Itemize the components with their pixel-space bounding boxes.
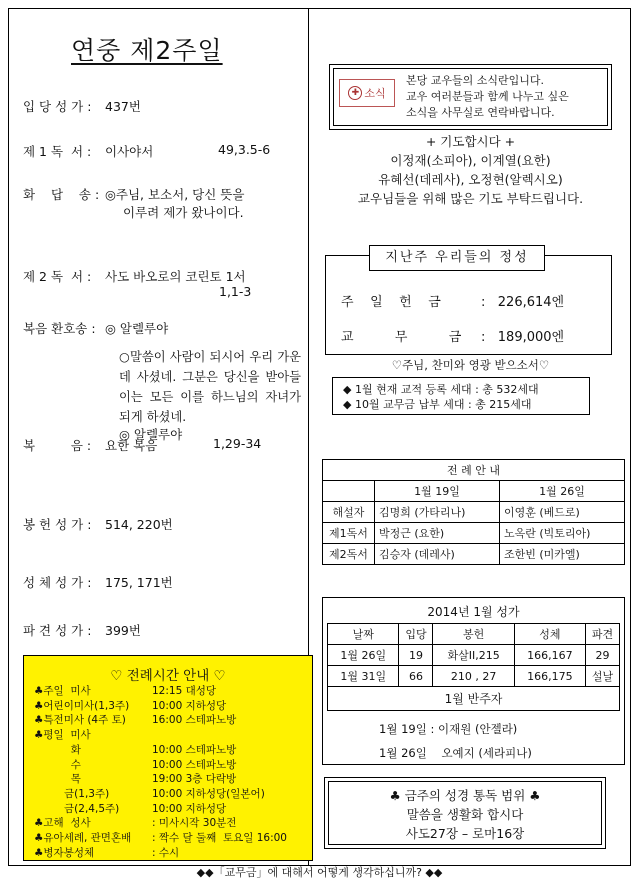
bible-line1: ♣ 금주의 성경 통독 범위 ♣ [389, 788, 541, 803]
offertory-hymn [23, 515, 303, 533]
gospel-value: 요한 복음 [105, 438, 158, 453]
liturgy-table [322, 459, 625, 565]
gospel-ref: 1,29-34 [213, 436, 262, 451]
liturgy-person: 노옥란 (빅토리아) [500, 523, 625, 544]
liturgy-role: 제1독서 [323, 523, 375, 544]
schedule-item: ♣병자봉성체 [34, 846, 95, 859]
reading1-ref: 49,3.5-6 [218, 142, 271, 157]
schedule-row [34, 802, 287, 817]
prayer-section [309, 132, 632, 208]
schedule-row [34, 787, 287, 802]
reading1-value: 이사야서 [105, 144, 154, 159]
music-cell: 166,167 [514, 645, 585, 666]
schedule-row [34, 743, 287, 758]
reading2-value: 사도 바오로의 코린토 1서 [105, 269, 246, 284]
schedule-row [34, 758, 287, 773]
schedule-item: ♣어린이미사(1,3주) [34, 699, 130, 712]
schedule-time: : 미사시작 30분전 [152, 817, 237, 830]
registration-line1: ◆ 1월 현재 교적 등록 세대 : 총 532세대 [343, 383, 539, 396]
prayer-line4: 교우님들을 위해 많은 기도 부탁드립니다. [357, 191, 584, 206]
offering-sunday-value: : 226,614엔 [481, 295, 565, 310]
schedule-time: 10:00 지하성당(일본어) [152, 787, 265, 800]
bulletin-page [8, 8, 631, 866]
psalm [23, 185, 303, 220]
gospel [23, 436, 303, 454]
communion-hymn [23, 573, 303, 591]
recessional-label: 파 견 성 가 : [23, 623, 92, 638]
news-box [329, 64, 612, 130]
liturgy-person: 김명희 (가타리나) [375, 502, 500, 523]
music-header: 파견 [585, 624, 619, 645]
reading2-label: 제 2 독 서 : [23, 269, 92, 284]
second-reading [23, 267, 303, 299]
acclamation-closing: ◎ 알렐루야 [119, 427, 183, 442]
schedule-row [34, 772, 287, 787]
offertory-label: 봉 헌 성 가 : [23, 517, 92, 532]
psalm-line2: 이루려 제가 왔나이다. [123, 205, 244, 220]
schedule-row [34, 816, 287, 831]
bible-inner [328, 781, 602, 845]
schedule-time: 10:00 스테파노방 [152, 758, 237, 771]
acclamation-text: ○말씀이 사람이 되시어 우리 가운데 사셨네. 그분은 당신을 받아들이는 모든 이를 하느님의 자녀가 되게 하셨네. [119, 350, 301, 424]
schedule-time: : 짝수 달 둘째 토요일 16:00 [152, 832, 287, 845]
communion-value: 175, 171번 [105, 575, 173, 590]
schedule-row [34, 846, 287, 861]
schedule-item: ♣유아세례, 관면혼배 [34, 832, 132, 845]
offering-sunday-label: 주 일 헌 금 [341, 295, 441, 310]
bible-line3: 사도27장 – 로마16장 [405, 826, 525, 841]
acclamation-label: 복음 환호송 : [23, 321, 96, 336]
schedule-item: ♣주일 미사 [34, 685, 91, 697]
server-line1: 1월 19일 : 이재원 (안젤라) [379, 722, 518, 736]
liturgy-person: 김승자 (데레사) [375, 544, 500, 565]
right-column [309, 9, 632, 865]
schedule-row [34, 728, 287, 743]
music-header: 성체 [514, 624, 585, 645]
music-cell: 66 [399, 666, 433, 687]
prayer-line2: 이정재(소피아), 이계열(요한) [390, 153, 551, 168]
music-cell: 1월 26일 [328, 645, 399, 666]
music-cell: 29 [585, 645, 619, 666]
liturgy-title: 전 례 안 내 [323, 460, 625, 481]
schedule-item: 목 [34, 773, 81, 786]
music-table [327, 623, 620, 711]
news-text [406, 73, 569, 121]
entrance-hymn [23, 97, 303, 115]
music-cell: 166,175 [514, 666, 585, 687]
footer-question: ◆◆「교무금」에 대해서 어떻게 생각하십니까? ◆◆ [196, 866, 443, 879]
schedule-item: 수 [34, 758, 81, 771]
schedule-list [34, 684, 287, 860]
schedule-time: 19:00 3층 다락방 [152, 773, 237, 786]
registration-line2: ◆ 10월 교무금 납부 세대 : 총 215세대 [343, 398, 532, 411]
news-line1: 본당 교우들의 소식란입니다. [406, 74, 545, 87]
psalm-label: 화 답 송 : [23, 187, 100, 202]
liturgy-date: 1월 26일 [500, 481, 625, 502]
registration-box [332, 377, 590, 415]
news-line2: 교우 여러분들과 함께 나누고 싶은 [406, 90, 569, 103]
music-cell: 210 , 27 [433, 666, 514, 687]
music-cell: 설날 [585, 666, 619, 687]
news-logo-text: 소식 [364, 87, 386, 100]
schedule-item: 화 [34, 743, 81, 756]
offertory-value: 514, 220번 [105, 517, 173, 532]
offering-row-dues [341, 326, 565, 345]
schedule-item: ♣고해 성사 [34, 817, 91, 830]
blessing-text: ♡주님, 찬미와 영광 받으소서♡ [391, 358, 550, 372]
reading1-label: 제 1 독 서 : [23, 144, 92, 159]
liturgy-role: 제2독서 [323, 544, 375, 565]
music-header: 날짜 [328, 624, 399, 645]
server-line2: 1월 26일 오예지 (세라피나) [379, 746, 532, 760]
schedule-item: ♣특전미사 (4주 토) [34, 714, 126, 727]
bible-line2: 말씀을 생활화 합시다 [406, 807, 524, 822]
liturgy-role: 해설자 [323, 502, 375, 523]
schedule-item: 금(2,4,5주) [34, 802, 120, 815]
offering-row-sunday [341, 291, 565, 310]
schedule-row [34, 831, 287, 846]
music-cell: 화살II,215 [433, 645, 514, 666]
schedule-time: 10:00 지하성당 [152, 699, 227, 712]
schedule-title: ♡ 전례시간 안내 ♡ [110, 668, 226, 684]
mass-schedule-box [23, 655, 313, 861]
schedule-time: : 수시 [152, 846, 180, 859]
music-cell: 19 [399, 645, 433, 666]
gospel-acclamation [23, 319, 303, 337]
news-inner [333, 68, 608, 126]
news-line3: 소식을 사무실로 연락바랍니다. [406, 106, 555, 119]
servers-title: 1월 반주자 [328, 687, 620, 711]
schedule-time: 10:00 지하성당 [152, 802, 227, 815]
liturgy-date: 1월 19일 [375, 481, 500, 502]
schedule-row [34, 684, 287, 699]
first-reading [23, 142, 303, 160]
schedule-row [34, 713, 287, 728]
bible-reading-box [324, 777, 606, 849]
liturgy-person: 박정근 (요한) [375, 523, 500, 544]
liturgy-person: 조한빈 (미카엘) [500, 544, 625, 565]
recessional-hymn [23, 621, 303, 639]
music-cell: 1월 31일 [328, 666, 399, 687]
entrance-label: 입 당 성 가 : [23, 99, 92, 114]
communion-label: 성 체 성 가 : [23, 575, 92, 590]
prayer-line1: + 기도합시다 + [425, 134, 516, 149]
offering-dues-value: : 189,000엔 [481, 330, 565, 345]
reading2-ref: 1,1-3 [219, 284, 252, 299]
offering-dues-label: 교 무 금 [341, 330, 462, 345]
music-header: 입당 [399, 624, 433, 645]
schedule-item: 금(1,3주) [34, 787, 110, 800]
schedule-item: ♣평일 미사 [34, 729, 91, 742]
schedule-time: 16:00 스테파노방 [152, 714, 237, 727]
offering-title: 지난주 우리들의 정성 [369, 245, 545, 271]
music-header: 봉헌 [433, 624, 514, 645]
page-title: 연중 제2주일 [71, 36, 223, 65]
schedule-row [34, 699, 287, 714]
news-logo [339, 79, 395, 107]
prayer-line3: 유혜선(데레사), 오정현(알렉시오) [378, 172, 563, 187]
schedule-time: 12:15 대성당 [152, 685, 217, 697]
acclamation-value: ◎ 알렐루야 [105, 321, 169, 336]
gospel-label: 복 음 : [23, 438, 92, 453]
music-title: 2014년 1월 성가 [427, 605, 520, 619]
psalm-line1: ◎주님, 보소서, 당신 뜻을 [105, 187, 245, 202]
cross-icon: ✚ [348, 86, 362, 100]
liturgy-person: 이영훈 (베드로) [500, 502, 625, 523]
liturgy-corner [323, 481, 375, 502]
entrance-value: 437번 [105, 99, 141, 114]
recessional-value: 399번 [105, 623, 141, 638]
schedule-time: 10:00 스테파노방 [152, 743, 237, 756]
